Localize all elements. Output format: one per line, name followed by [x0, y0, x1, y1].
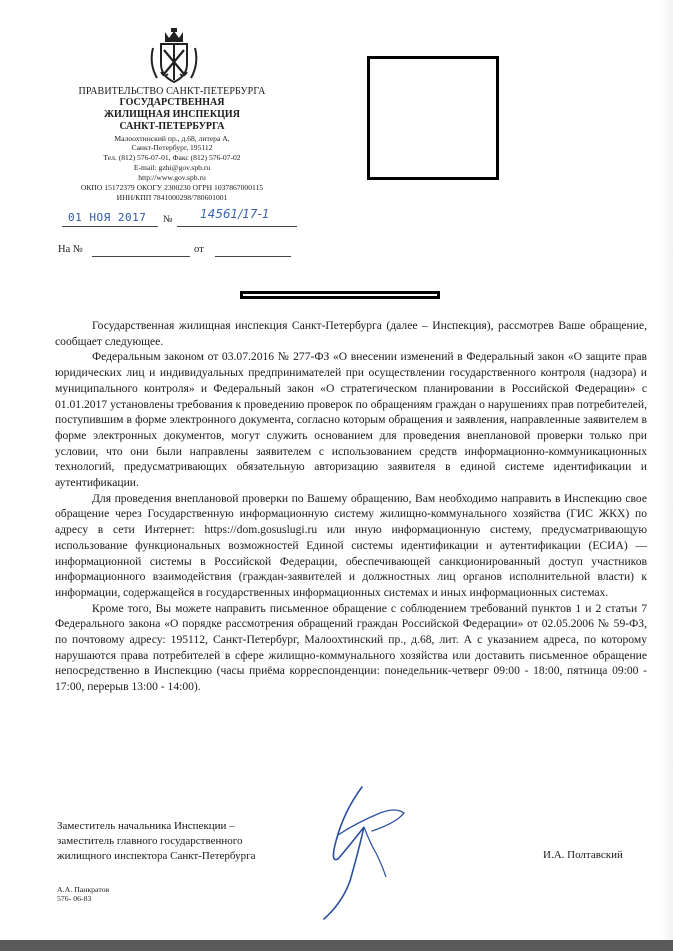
inspection-title-line2: ЖИЛИЩНАЯ ИНСПЕКЦИЯ	[104, 109, 240, 120]
signatory-name: И.А. Полтавский	[543, 849, 623, 861]
executor-name: А.А. Панкратов	[57, 885, 110, 894]
redacted-addressee-box	[367, 56, 499, 180]
handwritten-signature	[300, 783, 420, 923]
outgoing-number-value: 14561/17-1	[200, 207, 270, 221]
executor-info	[57, 885, 109, 904]
redacted-salutation-bar	[240, 291, 440, 299]
website: http://www.gov.spb.ru	[138, 173, 206, 182]
executor-phone: 576- 06-83	[57, 894, 92, 904]
scan-edge-shadow	[661, 0, 673, 951]
phone-fax: Тел. (812) 576-07-01, Факс (812) 576-07-02	[103, 153, 241, 162]
inspection-title-line1: ГОСУДАРСТВЕННАЯ	[119, 97, 225, 108]
address-line2: Санкт-Петербург, 195112	[131, 143, 213, 152]
paragraph-1: Государственная жилищная инспекция Санкт-Петербурга (далее – Инспекция), рассмотрев Ваше обращение, сообщает следующее.	[55, 319, 647, 348]
paragraph-2: Федеральным законом от 03.07.2016 № 277-ФЗ «О внесении изменений в Федеральный закон «О защите прав юридических лиц и индивидуальных предпринимателей при осуществлении государственного контроля (надзора) и муниципального контроля» и Федеральный закон «О стратегическом планировании в Российской Федерации» с 01.01.2017 установлены требования к проведению проверок по обращениям граждан о нарушениях прав потребителей, поступившим в форме электронного документа, согласно которым обращения и заявления, направленные заявителем в форме электронных документов, могут служить основанием для проведения внеплановой проверки только при условии, что они были направлены заявителем с использованием средств информационно-коммуникационных технологий, предусматривающих обязательную авторизацию заявителя в единой системе идентификации и аутентификации.	[55, 350, 647, 490]
reference-number-blank	[92, 256, 190, 257]
outgoing-number-label: №	[163, 214, 173, 225]
reference-date-label: от	[194, 244, 204, 255]
email: E-mail: gzhi@gov.spb.ru	[133, 163, 211, 172]
paragraph-4: Кроме того, Вы можете направить письменное обращение с соблюдением требований пунктов 1 и 2 статьи 7 Федерального закона «О порядке рассмотрения обращений граждан Российской Федерации» от 02.05.2006 № 59-ФЗ, по почтовому адресу: 195112, Санкт-Петербург, Малоохтинский пр., д.68, лит. А с указанием адреса, по которому нарушаются права потребителей в сфере жилищно-коммунального хозяйства или доставить письменное обращение непосредственно в Инспекцию (часы приёма корреспонденции: понедельник-четверг 09:00 - 18:00, пятница 09:00 - 17:00, перерыв 13:00 - 14:00).	[55, 601, 647, 694]
letter-body	[55, 318, 647, 695]
paragraph-3: Для проведения внеплановой проверки по Вашему обращению, Вам необходимо направить в Инспекцию свое обращение через Государственную информационную систему жилищно-коммунального хозяйства (ГИС ЖКХ) по адресу в сети Интернет: https://dom.gosuslugi.ru или иную информационную систему, предусматривающую использование функциональных возможностей Единой системы идентификации и аутентификации (ЕСИА) — информационной системы в Российской Федерации, обеспечивающей санкционированный доступ участников информационного взаимодействия (граждан-заявителей и должностных лиц органов исполнительной власти) к информации, содержащейся в государственных информационных системах и иных информационных системах.	[55, 491, 647, 599]
signatory-title	[57, 819, 256, 864]
date-stamp: 01 НОЯ 2017	[68, 211, 147, 224]
signatory-title-line2: заместитель главного государственного	[57, 835, 243, 847]
government-title: ПРАВИТЕЛЬСТВО САНКТ-ПЕТЕРБУРГА	[78, 86, 266, 97]
reference-number-label: На №	[58, 244, 83, 255]
scan-bottom-band	[0, 940, 673, 951]
inn-kpp: ИНН/КПП 7841000298/780601001	[116, 193, 228, 202]
signatory-title-line3: жилищного инспектора Санкт-Петербурга	[57, 850, 256, 862]
inspection-title-line3: САНКТ-ПЕТЕРБУРГА	[119, 121, 225, 132]
registry-codes: ОКПО 15172379 ОКОГУ 2300230 ОГРН 1037867000115	[80, 183, 264, 192]
reference-date-blank	[215, 256, 291, 257]
signatory-title-line1: Заместитель начальника Инспекции –	[57, 820, 235, 832]
address-line1: Малоохтинский пр., д.68, литера А,	[114, 134, 230, 143]
spb-coat-of-arms-icon	[147, 28, 201, 84]
